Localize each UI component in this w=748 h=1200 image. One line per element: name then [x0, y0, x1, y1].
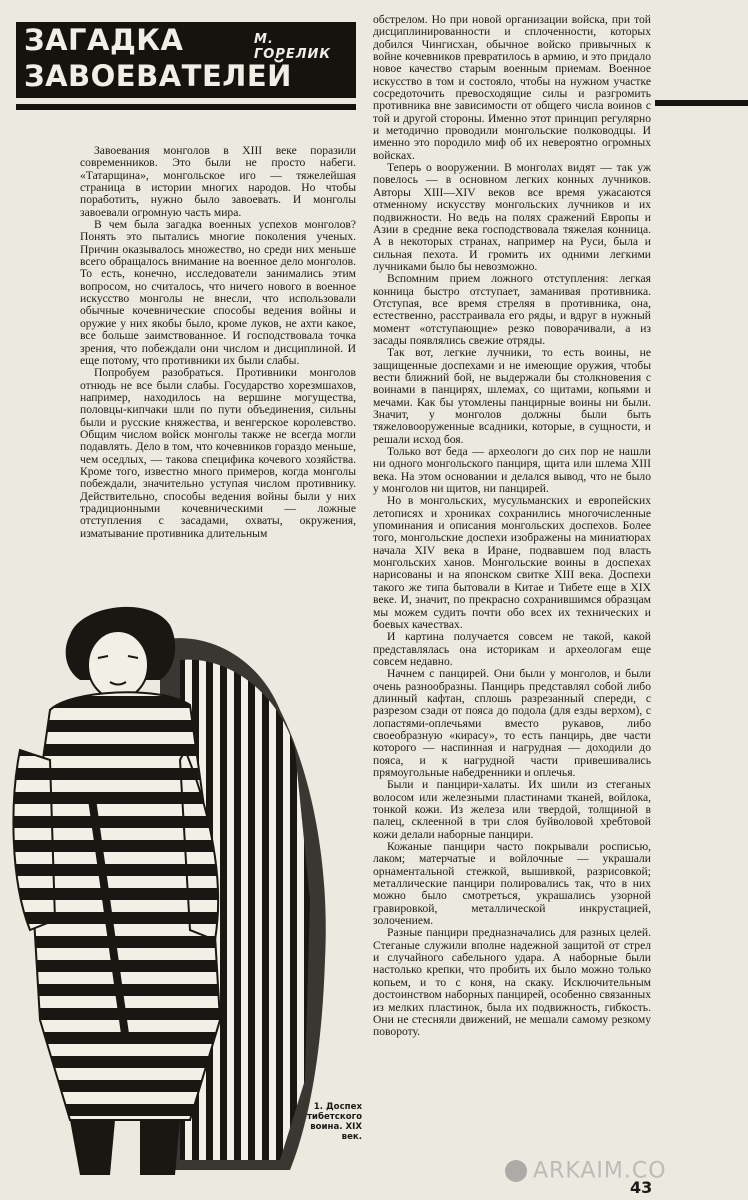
watermark	[505, 1158, 741, 1190]
right-margin-rule	[655, 100, 748, 106]
paragraph: Завоевания монголов в XIII веке поразили современников. Это были не просто набеги. «Татарщина», монгольское иго — тяжелейшая страница в истории многих народов. Но чтобы поработить, нужно было завоевать. И монголы завоевали огромную часть мира.	[80, 145, 356, 219]
paragraph: Попробуем разобраться. Противники монголов отнюдь не все были слабы. Государство хорезмшахов, например, находилось на вершине могущества, половцы-кипчаки шли по пути объединения, сильны были и русские княжества, и венгерское королевство. Общим числом войск монголы также не всегда могли подавлять. Дело в том, что кочевников гораздо меньше, чем оседлых, — такова специфика кочевого хозяйства. Кроме того, известно много примеров, когда монголы побеждали, значительно уступая числом противнику. Действительно, способы ведения войны были у них традиционными кочевническими — ложные отступления с засадами, охваты, окружения, изматывание противника длительным	[80, 366, 356, 540]
author-name: М. ГОРЕЛИК	[254, 32, 332, 62]
paragraph: Начнем с панцирей. Они были у монголов, и были очень разнообразны. Панцирь представлял собой либо длинный кафтан, сплошь разрезанный спереди, с разрезом сзади от пояса до подола (для езды верхом), с лопастями-оплечьями вместо рукавов, либо своеобразную «кирасу», то есть панцирь, две части которого — наспинная и нагрудная — доходили до пояса, и к нагрудной части привешивались прямоугольные набедренники и оплечья.	[373, 667, 651, 779]
paragraph: Разные панцири предназначались для разных целей. Стеганые служили вполне надежной защитой от стрел и случайного сабельного удара. А наборные были настолько крепки, что пробить их было можно только копьем, и то с коня, на скаку. Исключительным достоинством наборных панцирей, особенно связанных из мелких пластинок, была их подвижность, гибкость. Они не стесняли движений, не мешали самому резкому повороту.	[373, 926, 651, 1039]
paragraph: Кожаные панцири часто покрывали росписью, лаком; матерчатые и войлочные — украшали орнаментальной стежкой, вышивкой, разрисовкой; металлические панцири полировались так, что в них можно было смотреться, украшались узорной гравировкой, металлической инкрустацией, золочением.	[373, 840, 651, 928]
title-rule	[16, 104, 356, 110]
watermark-logo-icon	[505, 1160, 527, 1182]
article-title-line2: ЗАВОЕВАТЕЛЕЙ	[24, 59, 292, 93]
tibetan-warrior-armor-icon	[10, 600, 360, 1185]
left-column	[80, 145, 356, 600]
paragraph: Были и панцири-халаты. Их шили из стеганых волосом или железными пластинами тканей, войлока, тонкой кожи. Из железа или твердой, толщиной в палец, склеенной в три слоя буйволовой хребтовой кожи делали наборные панцири.	[373, 778, 651, 841]
title-block	[16, 22, 356, 98]
page-number: 43	[630, 1178, 653, 1197]
paragraph: И картина получается совсем не такой, какой представлялась она историкам и археологам еще совсем недавно.	[373, 630, 651, 668]
paragraph: Но в монгольских, мусульманских и европейских летописях и хрониках сохранились многочисленные упоминания и описания монгольских доспехов. Более того, монгольские доспехи изображены на миниатюрах начала XIV века в Иране, подвавшем под власть монгольских ханов. Монгольские воины в доспехах нарисованы и на японском свитке XIII века. Доспехи такого же типа бытовали в Китае и Тибете еще в XIX веке. И, значит, по прекрасно сохранившимся образцам мы можем судить почти обо всех их технических и боевых качествах.	[373, 494, 651, 631]
paragraph: Так вот, легкие лучники, то есть воины, не защищенные доспехами и не имеющие оружия, чтобы вести ближний бой, не выдержали бы столкновения с воинами в панцирях, шлемах, со щитами, копьями и мечами. Как бы утомлены панцирные воины ни были. Значит, у монголов должны были быть тяжеловооруженные всадники, которые, в сущности, и решали исход боя.	[373, 346, 651, 446]
paragraph: Только вот беда — археологи до сих пор не нашли ни одного монгольского панциря, щита или шлема XIII века. На этом основании и делался вывод, что не было у монголов ни щитов, ни панцирей.	[373, 445, 651, 496]
watermark-text: ARKAIM.CO	[533, 1158, 667, 1184]
figure-caption: 1. Доспех тибетского воина. XIX век.	[306, 1102, 362, 1142]
paragraph: В чем была загадка военных успехов монголов? Понять это пытались многие поколения ученых. Причин оказывалось множество, но среди них меньше всего обращалось внимание на военное дело монголов. То есть, конечно, исследователи занимались этим вопросом, но считалось, что ничего нового в военное искусство монголы не внесли, что использовали обычные кочевнические способы ведения войны и оружие у них якобы было, кроме луков, не ахти какое, все больше заимствованное. И господствовала точка зрения, что побеждали они числом и дисциплиной. И еще потому, что противники их были слабы.	[80, 218, 356, 367]
paragraph: Теперь о вооружении. В монголах видят — так уж повелось — в основном легких конных лучников. Авторы XIII—XIV веков все время ужасаются отменному искусству монгольских лучников и их подвижности. Но ведь на полях сражений Европы и Азии в средние века господствовала тяжелая конница. А в некоторых странах, например на Руси, была и сильная пехота. И громить их одними легкими лучниками было бы невозможно.	[373, 161, 651, 273]
paragraph: Вспомним прием ложного отступления: легкая конница быстро отступает, заманивая противника. Отступая, все время стреляя в противника, она, естественно, расстраивала его ряды, и вдруг в нужный момент «отступающие» резко поворачивали, а из засады появлялись свежие отряды.	[373, 272, 651, 347]
right-column	[373, 14, 651, 1174]
article-title-line1: ЗАГАДКА	[24, 23, 184, 57]
paragraph: обстрелом. Но при новой организации войска, при той дисциплинированности и сплоченности, которых добился Чингисхан, обычное войско привычных к войне кочевников превратилось в армию, и это придало новое качество старым военным приемам. Военное искусство в том и состояло, чтобы на нужном участке сосредоточить превосходящие силы и разгромить противника вне зависимости от общего числа воинов с той и другой стороны. Именно этот принцип регулярно и методично проводили монгольские полководцы. И именно это породило миф об их невероятно огромных войсках.	[373, 14, 651, 162]
warrior-illustration	[10, 600, 360, 1185]
